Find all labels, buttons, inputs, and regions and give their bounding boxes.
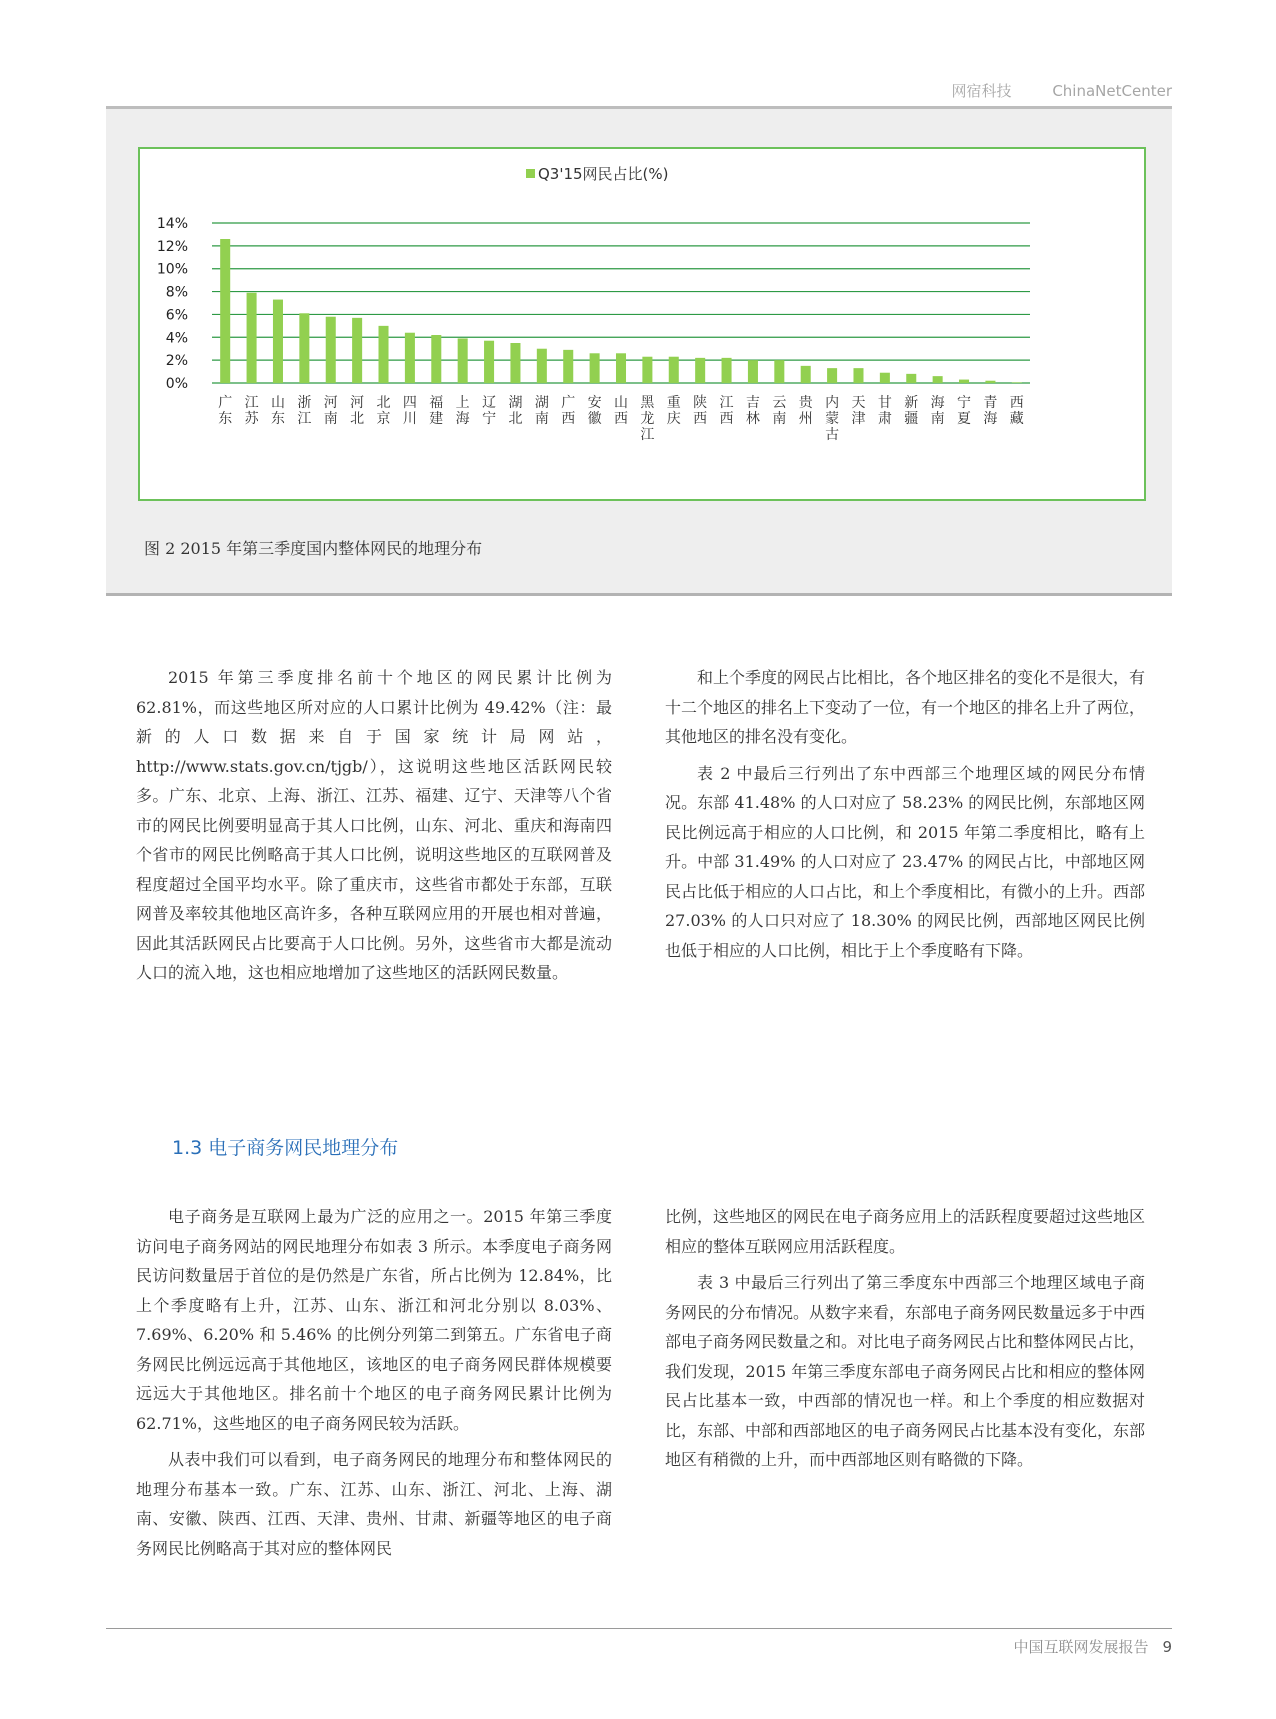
legend-swatch [526,169,535,178]
x-tick-label: 浙江 [297,395,312,427]
x-tick-label: 上海 [455,395,470,427]
bar [748,360,758,383]
y-tick-label: 8% [165,284,188,301]
bar [801,366,811,383]
x-tick-label: 广东 [218,395,233,427]
legend-label: Q3'15网民占比(%) [538,165,669,183]
x-tick-label: 海南 [930,395,945,427]
x-tick-label: 天津 [851,395,866,427]
right-column-1 [665,663,1145,972]
x-tick-label: 内蒙古 [825,395,840,443]
x-tick-label: 新疆 [904,395,919,427]
x-tick-label: 青海 [983,395,998,427]
left-column-1 [136,663,612,995]
y-tick-label: 14% [156,216,188,232]
bar [431,335,441,383]
brand-cn: 网宿科技 [951,82,1012,100]
paragraph: 从表中我们可以看到，电子商务网民的地理分布和整体网民的地理分布基本一致。广东、江苏、山东、浙江、河北、上海、湖南、安徽、陕西、江西、天津、贵州、甘肃、新疆等地区的电子商务网民比例略高于其对应的整体网民 [136,1450,612,1558]
bar-chart [140,149,1144,499]
y-tick-label: 12% [156,238,188,255]
x-tick-label: 河南 [323,395,338,427]
x-tick-label: 湖南 [534,395,549,427]
bar [933,376,943,383]
bar [1012,382,1022,383]
x-tick-label: 山西 [614,395,628,427]
bar [985,381,995,383]
bar [616,353,626,383]
x-tick-label: 河北 [350,395,365,427]
x-tick-label: 贵州 [798,395,813,427]
bar [458,338,468,383]
bar [827,368,837,383]
bar [220,239,230,383]
x-tick-label: 北京 [376,395,391,427]
x-tick-label: 江苏 [244,395,259,427]
bar [906,374,916,383]
bar [510,343,520,383]
x-tick-label: 湖北 [508,395,523,427]
figure-box [106,109,1172,596]
brand-en: ChinaNetCenter [1052,82,1172,100]
bar [299,313,309,383]
bar [352,318,362,383]
x-tick-label: 广西 [561,395,576,427]
bar [880,373,890,383]
section-title: 1.3 电子商务网民地理分布 [172,1137,399,1159]
x-tick-label: 云南 [772,395,787,427]
page-footer [1013,1636,1172,1657]
bar [405,333,415,383]
bar [642,357,652,383]
bar [484,341,494,383]
paragraph: 和上个季度的网民占比相比，各个地区排名的变化不是很大，有十二个地区的排名上下变动了一位，有一个地区的排名上升了两位，其他地区的排名没有变化。 [665,668,1146,746]
paragraph: 表 2 中最后三行列出了东中西部三个地理区域的网民分布情况。东部 41.48% 的人口对应了 58.23% 的网民比例，东部地区网民比例远高于相应的人口比例，和 2015 年第二季度相比，略有上升。中部 31.49% 的人口对应了 23.47% 的网民占比，中部地区网民占比低于相应的人口占比，和上个季度相比，有微小的上升。西部 27.03% 的人口只对应了 18.30% 的网民比例，西部地区网民比例也低于相应的人口比例，相比于上个季度略有下降。 [665,763,1146,960]
y-tick-label: 6% [165,307,188,324]
x-tick-label: 辽宁 [482,395,497,427]
bar [273,300,283,383]
x-tick-label: 山东 [270,395,285,427]
x-tick-label: 宁夏 [957,395,972,427]
paragraph: 2015 年第三季度排名前十个地区的网民累计比例为 62.81%，而这些地区所对应的人口累计比例为 49.42%（注：最新的人口数据来自于国家统计局网站，http://www.stats.gov.cn/tjgb/），这说明这些地区活跃网民较多。广东、北京、上海、浙江、江苏、福建、辽宁、天津等八个省市的网民比例要明显高于其人口比例，山东、河北、重庆和海南四个省市的网民比例略高于其人口比例，说明这些地区的互联网普及程度超过全国平均水平。除了重庆市，这些省市都处于东部，互联网普及率较其他地区高许多，各种互联网应用的开展也相对普遍，因此其活跃网民占比要高于人口比例。另外，这些省市大都是流动人口的流入地，这也相应地增加了这些地区的活跃网民数量。 [136,668,612,982]
x-tick-label: 安徽 [587,395,602,427]
bar [774,360,784,383]
x-tick-label: 江西 [719,395,734,427]
page-header [916,80,1172,101]
bar [722,358,732,383]
bar [326,317,336,383]
paragraph: 表 3 中最后三行列出了第三季度东中西部三个地理区域电子商务网民的分布情况。从数字来看，东部电子商务网民数量远多于中西部电子商务网民数量之和。对比电子商务网民占比和整体网民占比，我们发现，2015 年第三季度东部电子商务网民占比和相应的整体网民占比基本一致，中西部的情况也一样。和上个季度的相应数据对比，东部、中部和西部地区的电子商务网民占比基本没有变化，东部地区有稍微的上升，而中西部地区则有略微的下降。 [665,1273,1146,1469]
x-tick-label: 吉林 [745,395,760,427]
paragraph: 比例，这些地区的网民在电子商务应用上的活跃程度要超过这些地区相应的整体互联网应用活跃程度。 [665,1207,1146,1256]
y-tick-label: 4% [165,330,188,347]
bar [695,358,705,383]
figure-caption: 图 2 2015 年第三季度国内整体网民的地理分布 [144,539,483,558]
left-column-2 [136,1202,612,1570]
footer-rule [106,1628,1172,1629]
y-tick-label: 0% [165,376,188,392]
bar [959,380,969,383]
paragraph: 电子商务是互联网上最为广泛的应用之一。2015 年第三季度访问电子商务网站的网民地理分布如表 3 所示。本季度电子商务网民访问数量居于首位的是仍然是广东省，所占比例为 12.84%，比上个季度略有上升，江苏、山东、浙江和河北分别以 8.03%、7.69%、6.20% 和 5.46% 的比例分列第二到第五。广东省电子商务网民比例远远高于其他地区，该地区的电子商务网民群体规模要远远大于其他地区。排名前十个地区的电子商务网民累计比例为 62.71%，这些地区的电子商务网民较为活跃。 [136,1207,612,1433]
x-tick-label: 重庆 [666,395,681,427]
bar [590,353,600,383]
bar [379,326,389,383]
right-column-2 [665,1202,1145,1482]
bar [247,293,257,383]
x-tick-label: 四川 [402,395,417,427]
chart-frame [138,147,1146,501]
bar [537,349,547,383]
page-number: 9 [1162,1638,1172,1656]
x-tick-label: 黑龙江 [640,395,655,443]
y-tick-label: 2% [165,353,188,370]
bar [563,350,573,383]
x-tick-label: 甘肃 [877,395,892,427]
x-tick-label: 福建 [429,395,444,427]
footer-title: 中国互联网发展报告 [1013,1638,1149,1656]
x-tick-label: 陕西 [693,395,708,427]
bar [669,357,679,383]
x-tick-label: 西藏 [1009,395,1024,427]
y-tick-label: 10% [156,261,188,278]
bar [853,368,863,383]
